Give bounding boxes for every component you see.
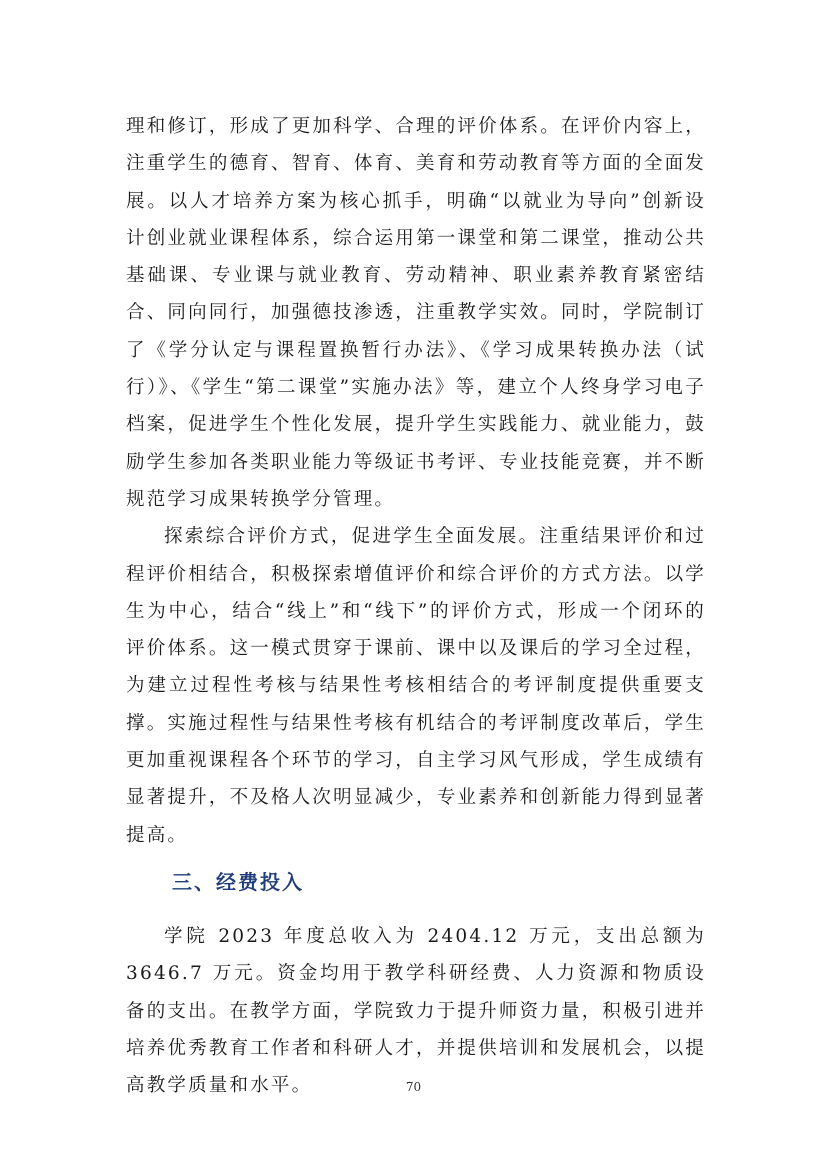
body-paragraph: 理和修订，形成了更加科学、合理的评价体系。在评价内容上，注重学生的德育、智育、体育、美育和劳动教育等方面的全面发展。以人才培养方案为核心抓手，明确“以就业为导向”创新设计创业就业课程体系，综合运用第一课堂和第二课堂，推动公共基础课、专业课与就业教育、劳动精神、职业素养教育紧密结合、同向同行，加强德技渗透，注重教学实效。同时，学院制订了《学分认定与课程置换暂行办法》、《学习成果转换办法（试行）》、《学生“第二课堂”实施办法》等，建立个人终身学习电子档案，促进学生个性化发展，提升学生实践能力、就业能力，鼓励学生参加各类职业能力等级证书考评、专业技能竞赛，并不断规范学习成果转换学分管理。 xyxy=(126,116,706,510)
body-paragraph: 学院 2023 年度总收入为 2404.12 万元，支出总额为 3646.7 万元。资金均用于教学科研经费、人力资源和物质设备的支出。在教学方面，学院致力于提升师资力量，积极引进并培养优秀教育工作者和科研人才，并提供培训和发展机会，以提高教学质量和水平。 xyxy=(126,925,706,1097)
body-paragraph: 探索综合评价方式，促进学生全面发展。注重结果评价和过程评价相结合，积极探索增值评价和综合评价的方式方法。以学生为中心，结合“线上”和“线下”的评价方式，形成一个闭环的评价体系。这一模式贯穿于课前、课中以及课后的学习全过程，为建立过程性考核与结果性考核相结合的考评制度提供重要支撑。实施过程性与结果性考核有机结合的考评制度改革后，学生更加重视课程各个环节的学习，自主学习风气形成，学生成绩有显著提升，不及格人次明显减少，专业素养和创新能力得到显著提高。 xyxy=(126,526,706,846)
page-number: 70 xyxy=(405,1080,422,1094)
spacer xyxy=(126,910,706,918)
page-content xyxy=(126,108,706,1104)
section-heading: 三、经费投入 xyxy=(172,869,304,894)
